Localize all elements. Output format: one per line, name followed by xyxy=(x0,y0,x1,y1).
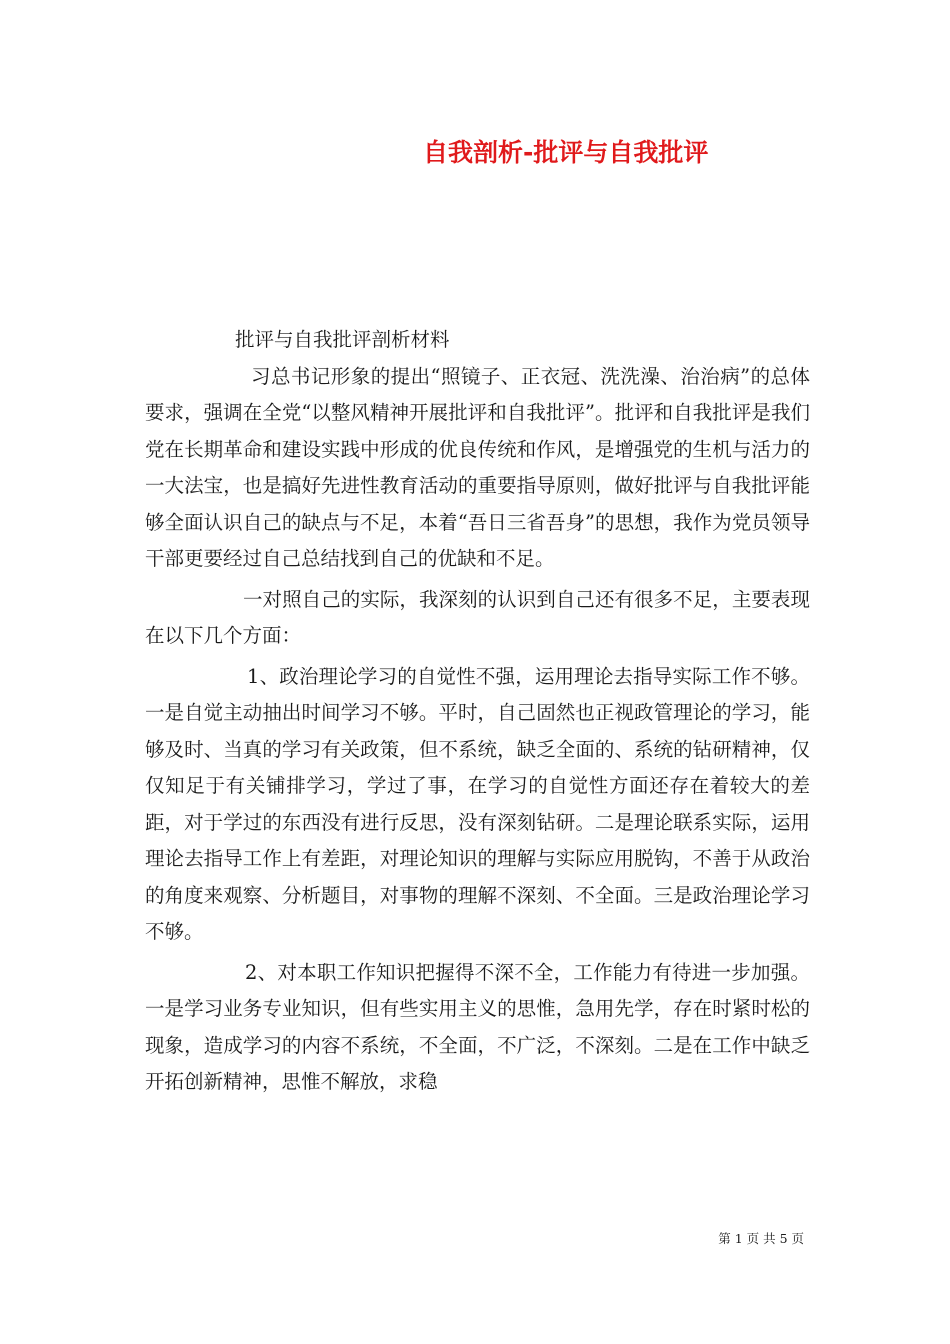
document-title: 自我剖析-批评与自我批评 xyxy=(423,138,709,167)
paragraph-shortcomings: 一对照自己的实际，我深刻的认识到自己还有很多不足，主要表现在以下几个方面： xyxy=(145,587,810,647)
page-footer: 第 1 页 共 5 页 xyxy=(718,1231,804,1246)
document-subtitle: 批评与自我批评剖析材料 xyxy=(235,328,450,351)
paragraph-intro: 习总书记形象的提出“照镜子、正衣冠、洗洗澡、治治病”的总体要求，强调在全党“以整风精神开展批评和自我批评”。批评和自我批评是我们党在长期革命和建设实践中形成的优良传统和作风，是增强党的生机与活力的一大法宝，也是搞好先进性教育活动的重要指导原则，做好批评与自我批评能够全面认识自己的缺点与不足，本着“吾日三省吾身”的思想，我作为党员领导干部更要经过自己总结找到自己的优缺和不足。 xyxy=(145,364,810,570)
paragraph-point-2: 2、对本职工作知识把握得不深不全，工作能力有待进一步加强。一是学习业务专业知识，但有些实用主义的思惟，急用先学，存在时紧时松的现象，造成学习的内容不系统，不全面，不广泛，不深刻。二是在工作中缺乏开拓创新精神，思惟不解放，求稳 xyxy=(145,960,810,1093)
document-body xyxy=(145,322,810,1101)
paragraph-point-1: 1、政治理论学习的自觉性不强，运用理论去指导实际工作不够。一是自觉主动抽出时间学习不够。平时，自己固然也正视政管理论的学习，能够及时、当真的学习有关政策，但不系统，缺乏全面的、系统的钻研精神，仅仅知足于有关铺排学习，学过了事，在学习的自觉性方面还存在着较大的差距，对于学过的东西没有进行反思，没有深刻钻研。二是理论联系实际，运用理论去指导工作上有差距，对理论知识的理解与实际应用脱钩，不善于从政治的角度来观察、分析题目，对事物的理解不深刻、不全面。三是政治理论学习不够。 xyxy=(145,664,810,943)
